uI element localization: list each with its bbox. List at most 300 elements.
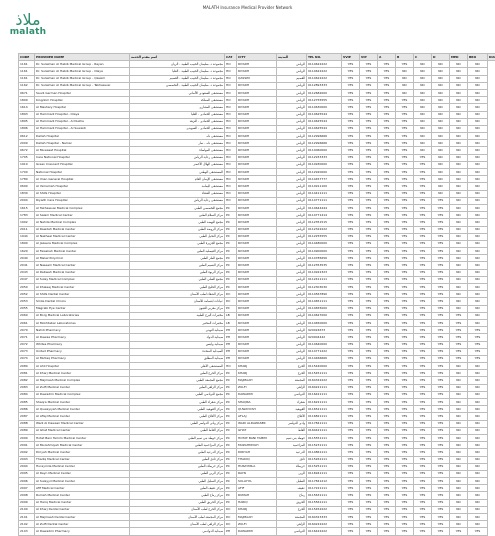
- cell-coverage-flag: YES: [432, 212, 450, 219]
- cell-city-arabic: الرياض: [277, 197, 307, 204]
- cell-category: HO: [225, 133, 237, 140]
- cell-category: DC: [225, 506, 237, 513]
- cell-code: 0671: [19, 89, 35, 96]
- cell-coverage-flag: YES: [414, 442, 432, 449]
- cell-city: RIYADH: [237, 111, 277, 118]
- cell-provider-name: Al Takhassusi Medical Complex: [35, 204, 130, 211]
- cell-coverage-flag: YES: [360, 197, 378, 204]
- cell-telephone: 920024673: [307, 327, 342, 334]
- cell-provider-name: Al Majmaah Dental Center: [35, 514, 130, 521]
- cell-coverage-flag: YES: [360, 61, 378, 68]
- cell-coverage-flag: YES: [342, 514, 360, 521]
- cell-category: HO: [225, 68, 237, 75]
- cell-city: SULAYYIL: [237, 478, 277, 485]
- cell-provider-name-arabic: مركز المجمعة لطب الأسنان: [130, 514, 225, 521]
- cell-coverage-flag: YES: [396, 499, 414, 506]
- cell-code: 2088: [19, 420, 35, 427]
- cell-coverage-flag: YES: [378, 125, 396, 132]
- cell-provider-name: National Hospital: [35, 169, 130, 176]
- cell-code: 2082: [19, 377, 35, 384]
- cell-city-arabic: الرياض: [277, 319, 307, 326]
- cell-coverage-flag: YES: [432, 363, 450, 370]
- cell-coverage-flag: YES: [342, 506, 360, 513]
- cell-city: RIYADH: [237, 61, 277, 68]
- table-row: [19, 226, 495, 233]
- cell-coverage-flag: YES: [360, 212, 378, 219]
- column-header: PROVIDER NAME: [35, 54, 130, 61]
- cell-coverage-flag: YES: [360, 377, 378, 384]
- cell-coverage-flag: YES: [396, 521, 414, 528]
- cell-coverage-flag: NO: [468, 478, 488, 485]
- cell-coverage-flag: YES: [342, 284, 360, 291]
- cell-coverage-flag: YES: [342, 528, 360, 535]
- cell-coverage-flag: YES: [378, 319, 396, 326]
- cell-coverage-flag: NO: [414, 89, 432, 96]
- cell-city-arabic: القصيم: [277, 75, 307, 82]
- cell-provider-name-arabic: صيدلية الدوادمي: [130, 528, 225, 535]
- cell-telephone: 0114622222: [307, 61, 342, 68]
- cell-category: HO: [225, 89, 237, 96]
- cell-code: 2011: [19, 226, 35, 233]
- cell-coverage-flag: YES: [396, 420, 414, 427]
- cell-provider-name-arabic: صيدلية المطلق: [130, 355, 225, 362]
- cell-code: 2090: [19, 434, 35, 441]
- cell-telephone: 0114922323: [307, 269, 342, 276]
- cell-coverage-flag: YES: [378, 492, 396, 499]
- cell-city-arabic: الرياض: [277, 305, 307, 312]
- cell-coverage-flag: YES: [414, 528, 432, 535]
- cell-coverage-flag: YES: [414, 219, 432, 226]
- cell-provider-name: Al Sulayyil Medical Center: [35, 478, 130, 485]
- cell-coverage-flag: YES: [360, 334, 378, 341]
- cell-coverage-flag: NO: [450, 514, 468, 521]
- cell-city-arabic: الرياض: [277, 68, 307, 75]
- cell-provider-name-arabic: مجمع النهضة الطبي: [130, 219, 225, 226]
- cell-provider-name-arabic: مركز الفيصلية الطبي: [130, 248, 225, 255]
- cell-coverage-flag: YES: [342, 355, 360, 362]
- cell-coverage-flag: YES: [360, 442, 378, 449]
- cell-city-arabic: الحريق: [277, 499, 307, 506]
- cell-coverage-flag: NO: [432, 61, 450, 68]
- table-row: [19, 391, 495, 398]
- cell-coverage-flag: YES: [378, 305, 396, 312]
- cell-provider-name: Al Zulfi Dental Center: [35, 521, 130, 528]
- cell-coverage-flag: NO: [468, 521, 488, 528]
- cell-coverage-flag: NO: [468, 298, 488, 305]
- cell-coverage-flag: YES: [396, 470, 414, 477]
- cell-coverage-flag: NO: [396, 82, 414, 89]
- cell-code: 2089: [19, 427, 35, 434]
- cell-coverage-flag: NO: [450, 456, 468, 463]
- cell-category: HO: [225, 118, 237, 125]
- cell-coverage-flag: YES: [414, 154, 432, 161]
- table-row: [19, 68, 495, 75]
- cell-telephone: 0114900000: [307, 248, 342, 255]
- cell-coverage-flag: YES: [414, 348, 432, 355]
- cell-coverage-flag: YES: [378, 284, 396, 291]
- cell-coverage-flag: YES: [342, 147, 360, 154]
- column-header: اسم مقدم الخدمة: [130, 54, 225, 61]
- cell-coverage-flag: YES: [360, 341, 378, 348]
- cell-telephone: 0112411111: [307, 276, 342, 283]
- cell-coverage-flag: YES: [414, 363, 432, 370]
- table-row: [19, 363, 495, 370]
- cell-coverage-flag: YES: [342, 478, 360, 485]
- cell-coverage-flag: YES: [342, 97, 360, 104]
- cell-coverage-flag: YES: [432, 226, 450, 233]
- cell-coverage-flag: YES: [360, 140, 378, 147]
- cell-coverage-flag: NO: [468, 104, 488, 111]
- cell-city: RIYADH: [237, 125, 277, 132]
- cell-coverage-flag: NO: [450, 125, 468, 132]
- cell-code: 1896: [19, 125, 35, 132]
- cell-city-arabic: الزلفي: [277, 384, 307, 391]
- cell-coverage-flag: YES: [378, 140, 396, 147]
- cell-coverage-flag: NO: [450, 190, 468, 197]
- cell-coverage-flag: NO: [432, 111, 450, 118]
- cell-city: HARIQ: [237, 499, 277, 506]
- cell-coverage-flag: YES: [396, 348, 414, 355]
- cell-category: PC: [225, 399, 237, 406]
- cell-provider-name-arabic: مركز الأفلاج الطبي: [130, 413, 225, 420]
- cell-provider-name-arabic: مركز القويعية الطبي: [130, 406, 225, 413]
- cell-coverage-flag: NO: [450, 176, 468, 183]
- cell-category: PC: [225, 276, 237, 283]
- cell-coverage-flag: NO: [432, 140, 450, 147]
- cell-coverage-flag: NO: [468, 147, 488, 154]
- cell-coverage-flag: NO: [468, 413, 488, 420]
- cell-provider-name: Afif Medical Center: [35, 485, 130, 492]
- cell-provider-name: Dr. Sulaiman Al Habib Medical Group - Qassim: [35, 75, 130, 82]
- cell-telephone: 0114060000: [307, 147, 342, 154]
- cell-provider-name-arabic: مركز الشفاء لطب الأسنان: [130, 291, 225, 298]
- cell-coverage-flag: YES: [396, 147, 414, 154]
- cell-city-arabic: القويعية: [277, 406, 307, 413]
- cell-coverage-flag: YES: [396, 111, 414, 118]
- cell-city-arabic: الرياض: [277, 355, 307, 362]
- table-row: [19, 276, 495, 283]
- cell-provider-name-arabic: مركز الدرعية الطبي: [130, 449, 225, 456]
- cell-provider-name-arabic: مستشفى دله: [130, 133, 225, 140]
- cell-coverage-flag: YES: [378, 506, 396, 513]
- cell-coverage-flag: YES: [342, 68, 360, 75]
- cell-provider-name-arabic: مركز مغربي للعيون: [130, 305, 225, 312]
- cell-coverage-flag: YES: [432, 478, 450, 485]
- cell-telephone: 0112353535: [307, 262, 342, 269]
- cell-coverage-flag: NO: [450, 75, 468, 82]
- cell-city-arabic: المجمعة: [277, 377, 307, 384]
- cell-provider-name: Al Mashary Hospital: [35, 104, 130, 111]
- cell-coverage-flag: YES: [378, 226, 396, 233]
- cell-city-arabic: الرياض: [277, 269, 307, 276]
- cell-code: 2099: [19, 499, 35, 506]
- cell-coverage-flag: NO: [468, 169, 488, 176]
- cell-coverage-flag: YES: [342, 226, 360, 233]
- cell-coverage-flag: YES: [378, 406, 396, 413]
- cell-coverage-flag: YES: [342, 341, 360, 348]
- cell-coverage-flag: YES: [360, 370, 378, 377]
- cell-city: DAWADMI: [237, 391, 277, 398]
- cell-coverage-flag: NO: [432, 89, 450, 96]
- cell-coverage-flag: YES: [414, 190, 432, 197]
- cell-provider-name: Smile Dental Clinics: [35, 298, 130, 305]
- cell-telephone: 0114644444: [307, 204, 342, 211]
- cell-coverage-flag: YES: [396, 140, 414, 147]
- cell-telephone: 0115631111: [307, 492, 342, 499]
- cell-coverage-flag: YES: [342, 190, 360, 197]
- cell-coverage-flag: YES: [396, 190, 414, 197]
- cell-coverage-flag: YES: [450, 341, 468, 348]
- cell-provider-name-arabic: مركز الزلفي الطبي: [130, 384, 225, 391]
- table-row: [19, 399, 495, 406]
- cell-coverage-flag: YES: [414, 370, 432, 377]
- cell-coverage-flag: YES: [360, 470, 378, 477]
- cell-coverage-flag: YES: [342, 413, 360, 420]
- cell-provider-name-arabic: المستشفى الأهلي: [130, 363, 225, 370]
- cell-coverage-flag: YES: [342, 434, 360, 441]
- cell-coverage-flag: NO: [450, 470, 468, 477]
- cell-category: PC: [225, 406, 237, 413]
- cell-city-arabic: حوطة بني تميم: [277, 434, 307, 441]
- cell-provider-name: United Pharmacy: [35, 348, 130, 355]
- cell-coverage-flag: NO: [450, 240, 468, 247]
- column-header: CAT: [225, 54, 237, 61]
- cell-provider-name: Al Iman General Hospital: [35, 176, 130, 183]
- cell-coverage-flag: NO: [450, 442, 468, 449]
- cell-telephone: 0164323333: [307, 514, 342, 521]
- cell-category: PC: [225, 463, 237, 470]
- cell-provider-name-arabic: مركز شقراء الطبي: [130, 399, 225, 406]
- cell-coverage-flag: YES: [432, 334, 450, 341]
- cell-coverage-flag: YES: [414, 413, 432, 420]
- cell-coverage-flag: YES: [342, 82, 360, 89]
- cell-coverage-flag: YES: [414, 420, 432, 427]
- table-row: [19, 370, 495, 377]
- cell-coverage-flag: YES: [414, 456, 432, 463]
- table-row: [19, 197, 495, 204]
- cell-telephone: 0114785656: [307, 255, 342, 262]
- cell-provider-name-arabic: مستشفى الشفاء: [130, 190, 225, 197]
- cell-coverage-flag: NO: [450, 463, 468, 470]
- table-row: [19, 111, 495, 118]
- column-header: CODE: [19, 54, 35, 61]
- table-row: [19, 161, 495, 168]
- cell-coverage-flag: YES: [414, 384, 432, 391]
- cell-city-arabic: الرياض: [277, 140, 307, 147]
- cell-telephone: 0116941111: [307, 470, 342, 477]
- cell-coverage-flag: YES: [414, 499, 432, 506]
- cell-coverage-flag: YES: [378, 355, 396, 362]
- cell-category: PH: [225, 348, 237, 355]
- cell-telephone: 0114625544: [307, 111, 342, 118]
- table-row: [19, 528, 495, 535]
- cell-coverage-flag: YES: [432, 291, 450, 298]
- cell-category: HO: [225, 140, 237, 147]
- cell-coverage-flag: YES: [342, 456, 360, 463]
- cell-code: 2102: [19, 521, 35, 528]
- cell-provider-name-arabic: صيدلية الدواء: [130, 334, 225, 341]
- cell-city: RIYADH: [237, 334, 277, 341]
- cell-provider-name-arabic: مركز الخرج الطبي: [130, 370, 225, 377]
- cell-city: RIYADH: [237, 176, 277, 183]
- cell-coverage-flag: NO: [468, 470, 488, 477]
- cell-coverage-flag: YES: [396, 312, 414, 319]
- cell-provider-name-arabic: مستشفى السعودي الألماني: [130, 89, 225, 96]
- cell-city-arabic: الرياض: [277, 291, 307, 298]
- table-row: [19, 427, 495, 434]
- cell-telephone: 0114622222: [307, 68, 342, 75]
- cell-provider-name-arabic: مركز الحريق الطبي: [130, 499, 225, 506]
- cell-city: RUMAH: [237, 492, 277, 499]
- cell-coverage-flag: YES: [432, 284, 450, 291]
- cell-coverage-flag: YES: [414, 470, 432, 477]
- cell-telephone: 0112255555: [307, 233, 342, 240]
- cell-coverage-flag: YES: [432, 370, 450, 377]
- cell-category: PC: [225, 284, 237, 291]
- cell-coverage-flag: YES: [360, 434, 378, 441]
- cell-coverage-flag: YES: [432, 470, 450, 477]
- cell-coverage-flag: NO: [450, 269, 468, 276]
- cell-category: HO: [225, 169, 237, 176]
- cell-coverage-flag: YES: [342, 463, 360, 470]
- cell-provider-name-arabic: مستشفى دله - نمار: [130, 140, 225, 147]
- table-row: [19, 319, 495, 326]
- column-header: A: [378, 54, 396, 61]
- cell-city-arabic: الخرج: [277, 506, 307, 513]
- cell-telephone: 0114771111: [307, 197, 342, 204]
- cell-telephone: 0112996666: [307, 133, 342, 140]
- cell-coverage-flag: YES: [378, 391, 396, 398]
- cell-coverage-flag: NO: [468, 233, 488, 240]
- table-row: [19, 97, 495, 104]
- cell-city: RIYADH: [237, 104, 277, 111]
- cell-coverage-flag: YES: [396, 514, 414, 521]
- cell-coverage-flag: YES: [414, 319, 432, 326]
- cell-code: 1161: [19, 61, 35, 68]
- cell-provider-name: Thadiq Medical Center: [35, 456, 130, 463]
- cell-telephone: 0115231111: [307, 442, 342, 449]
- cell-coverage-flag: YES: [378, 442, 396, 449]
- cell-provider-name: Dr. Sulaiman Al Habib Medical Group - Olaya: [35, 68, 130, 75]
- cell-coverage-flag: YES: [432, 384, 450, 391]
- cell-coverage-flag: YES: [414, 514, 432, 521]
- table-row: [19, 233, 495, 240]
- cell-coverage-flag: NO: [468, 492, 488, 499]
- cell-coverage-flag: YES: [378, 82, 396, 89]
- cell-coverage-flag: NO: [468, 97, 488, 104]
- cell-coverage-flag: NO: [468, 197, 488, 204]
- column-header: المدينة: [277, 54, 307, 61]
- cell-city-arabic: شقراء: [277, 399, 307, 406]
- cell-coverage-flag: YES: [396, 334, 414, 341]
- cell-coverage-flag: NO: [450, 391, 468, 398]
- cell-coverage-flag: YES: [342, 183, 360, 190]
- cell-category: DC: [225, 298, 237, 305]
- cell-coverage-flag: YES: [378, 190, 396, 197]
- cell-coverage-flag: NO: [468, 276, 488, 283]
- cell-coverage-flag: YES: [396, 176, 414, 183]
- cell-city-arabic: الرياض: [277, 89, 307, 96]
- cell-city-arabic: المجمعة: [277, 514, 307, 521]
- cell-coverage-flag: NO: [414, 140, 432, 147]
- cell-city: AFLAJ: [237, 413, 277, 420]
- table-row: [19, 284, 495, 291]
- cell-coverage-flag: YES: [396, 399, 414, 406]
- cell-city-arabic: الرياض: [277, 82, 307, 89]
- cell-coverage-flag: NO: [468, 391, 488, 398]
- cell-coverage-flag: NO: [450, 226, 468, 233]
- cell-code: 1780: [19, 176, 35, 183]
- cell-coverage-flag: YES: [360, 190, 378, 197]
- cell-category: PC: [225, 248, 237, 255]
- cell-provider-name: Al Ahli Hospital: [35, 363, 130, 370]
- cell-coverage-flag: YES: [360, 384, 378, 391]
- cell-code: 2040: [19, 255, 35, 262]
- cell-coverage-flag: YES: [414, 492, 432, 499]
- cell-coverage-flag: YES: [378, 298, 396, 305]
- cell-coverage-flag: YES: [342, 176, 360, 183]
- cell-provider-name: Nahdi Pharmacy: [35, 327, 130, 334]
- cell-coverage-flag: YES: [396, 284, 414, 291]
- cell-city-arabic: الرياض: [277, 276, 307, 283]
- cell-coverage-flag: YES: [432, 248, 450, 255]
- cell-provider-name: Magrabi Eye Center: [35, 305, 130, 312]
- table-row: [19, 133, 495, 140]
- cell-category: HO: [225, 363, 237, 370]
- cell-provider-name-arabic: مركز النسيم الطبي: [130, 262, 225, 269]
- table-row: [19, 327, 495, 334]
- cell-coverage-flag: YES: [396, 118, 414, 125]
- cell-coverage-flag: YES: [414, 521, 432, 528]
- cell-coverage-flag: YES: [432, 391, 450, 398]
- cell-category: PC: [225, 212, 237, 219]
- cell-provider-name-arabic: مجموعة د. سليمان الحبيب الطبية - العليا: [130, 68, 225, 75]
- cell-telephone: 0114625544: [307, 125, 342, 132]
- cell-coverage-flag: NO: [432, 82, 450, 89]
- cell-coverage-flag: YES: [342, 262, 360, 269]
- cell-coverage-flag: YES: [396, 355, 414, 362]
- cell-city-arabic: الرياض: [277, 212, 307, 219]
- cell-provider-name-arabic: مستشفى الهلال الأخضر: [130, 161, 225, 168]
- cell-coverage-flag: NO: [468, 133, 488, 140]
- cell-provider-name: Al Shifa Hospital: [35, 190, 130, 197]
- cell-city-arabic: الرياض: [277, 284, 307, 291]
- cell-code: 2095: [19, 470, 35, 477]
- cell-coverage-flag: NO: [450, 233, 468, 240]
- cell-coverage-flag: YES: [396, 183, 414, 190]
- cell-coverage-flag: NO: [414, 97, 432, 104]
- cell-city-arabic: الرياض: [277, 219, 307, 226]
- cell-city-arabic: السليل: [277, 478, 307, 485]
- cell-provider-name: Al Hammadi Hospital - Olaya: [35, 111, 130, 118]
- cell-coverage-flag: YES: [414, 204, 432, 211]
- cell-provider-name: Al Hariq Medical Center: [35, 499, 130, 506]
- cell-coverage-flag: YES: [396, 262, 414, 269]
- cell-coverage-flag: YES: [396, 133, 414, 140]
- cell-coverage-flag: YES: [432, 262, 450, 269]
- cell-coverage-flag: YES: [378, 413, 396, 420]
- cell-provider-name: Al Nakheel Medical Center: [35, 233, 130, 240]
- cell-code: 2103: [19, 528, 35, 535]
- cell-telephone: 0112303030: [307, 284, 342, 291]
- cell-telephone: 0114930000: [307, 161, 342, 168]
- cell-city-arabic: الرياض: [277, 255, 307, 262]
- cell-city: RIYADH: [237, 212, 277, 219]
- cell-coverage-flag: NO: [450, 384, 468, 391]
- table-body: [19, 61, 495, 535]
- cell-coverage-flag: YES: [360, 240, 378, 247]
- cell-coverage-flag: NO: [396, 68, 414, 75]
